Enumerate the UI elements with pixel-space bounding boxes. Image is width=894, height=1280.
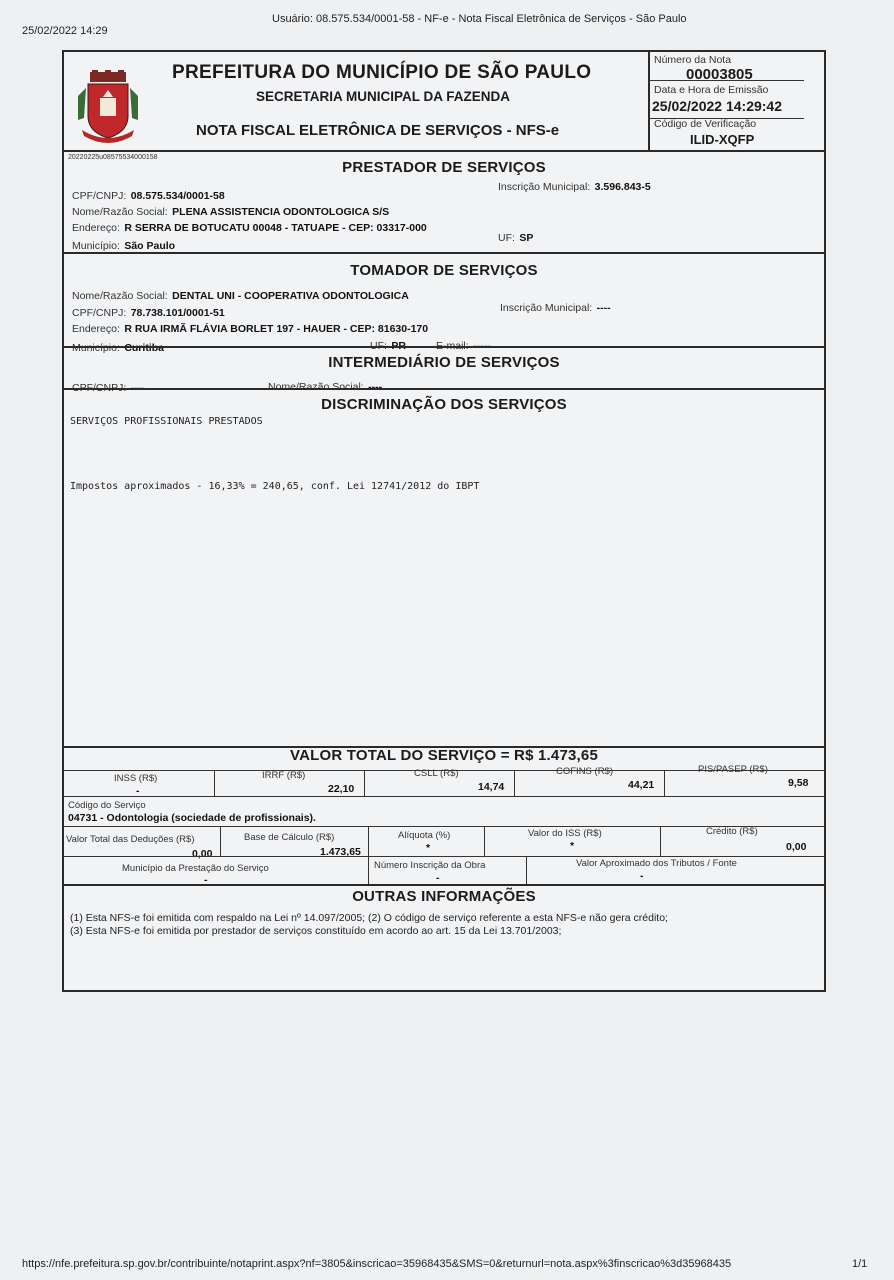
rate-value: * (426, 842, 431, 854)
irrf-value: 22,10 (328, 783, 355, 795)
document-title: NOTA FISCAL ELETRÔNICA DE SERVIÇOS - NFS-e (196, 122, 560, 139)
verification-code-value: ILID-XQFP (690, 132, 755, 147)
note-number-label: Número da Nota (654, 54, 732, 66)
provider-address: Endereço: R SERRA DE BOTUCATU 00048 - TATUAPE - CEP: 03317-000 (72, 222, 427, 234)
inss-label: INSS (R$) (114, 773, 158, 784)
client-name: Nome/Razão Social: DENTAL UNI - COOPERATIVA ODONTOLOGICA (72, 290, 409, 302)
intermediary-section-title: INTERMEDIÁRIO DE SERVIÇOS (328, 354, 560, 371)
services-description-line-2: Impostos aproximados - 16,33% = 240,65, conf. Lei 12741/2012 do IBPT (70, 481, 480, 492)
provider-section-title: PRESTADOR DE SERVIÇOS (342, 159, 546, 176)
client-address: Endereço: R RUA IRMÃ FLÁVIA BORLET 197 - HAUER - CEP: 81630-170 (72, 323, 429, 335)
other-information-line-2: (3) Esta NFS-e foi emitida por prestador de serviços constituído em acordo ao art. 15 da Lei 13.701/2003; (70, 925, 562, 937)
irrf-label: IRRF (R$) (262, 770, 306, 781)
approximate-taxes-label: Valor Aproximado dos Tributos / Fonte (576, 858, 737, 869)
deductions-label: Valor Total das Deduções (R$) (66, 834, 195, 845)
print-datetime: 25/02/2022 14:29 (22, 25, 108, 37)
csll-value: 14,74 (478, 781, 505, 793)
client-municipal-registration: Inscrição Municipal: ---- (500, 302, 611, 314)
print-footer-page: 1/1 (852, 1258, 868, 1270)
approximate-taxes-value: - (640, 870, 644, 882)
provider-municipal-registration: Inscrição Municipal: 3.596.843-5 (498, 181, 651, 193)
other-information-line-1: (1) Esta NFS-e foi emitida com respaldo na Lei nº 14.097/2005; (2) O código de serviço referente a esta NFS-e não gera crédito; (70, 912, 668, 924)
credit-value: 0,00 (786, 841, 807, 853)
provider-city: Município: São Paulo (72, 240, 176, 252)
services-description-title: DISCRIMINAÇÃO DOS SERVIÇOS (321, 396, 567, 413)
pis-pasep-value: 9,58 (788, 777, 809, 789)
credit-label: Crédito (R$) (706, 826, 758, 837)
cofins-value: 44,21 (628, 779, 655, 791)
provider-cnpj: CPF/CNPJ: 08.575.534/0001-58 (72, 190, 225, 202)
service-code-value: 04731 - Odontologia (sociedade de profissionais). (68, 812, 316, 824)
construction-registration-label: Número Inscrição da Obra (374, 860, 486, 871)
print-footer-url: https://nfe.prefeitura.sp.gov.br/contribuinte/notaprint.aspx?nf=3805&inscricao=35968435&SMS=0&returnurl=nota.aspx%3finscricao%3d35968435 (22, 1258, 732, 1270)
print-user-line: Usuário: 08.575.534/0001-58 - NF-e - Nota Fiscal Eletrônica de Serviços - São Paulo (272, 13, 687, 25)
inss-value: - (136, 785, 140, 797)
cofins-label: COFINS (R$) (556, 766, 613, 777)
calculation-base-label: Base de Cálculo (R$) (244, 832, 335, 843)
intermediary-cnpj: CPF/CNPJ: ---- (72, 382, 145, 394)
provider-name: Nome/Razão Social: PLENA ASSISTENCIA ODONTOLOGICA S/S (72, 206, 390, 218)
construction-registration-value: - (436, 872, 440, 884)
note-number-value: 00003805 (686, 66, 753, 83)
client-cnpj: CPF/CNPJ: 78.738.101/0001-51 (72, 307, 225, 319)
barcode-text: 20220225u08575534000158 (68, 154, 158, 161)
client-state: UF: PR (370, 340, 406, 352)
service-city-value: - (204, 874, 208, 886)
client-email: E-mail: ----- (436, 340, 491, 352)
other-information-title: OUTRAS INFORMAÇÕES (352, 888, 536, 905)
intermediary-name: Nome/Razão Social: ---- (268, 381, 383, 393)
total-service-value: VALOR TOTAL DO SERVIÇO = R$ 1.473,65 (290, 747, 598, 764)
services-description-line-1: SERVIÇOS PROFISSIONAIS PRESTADOS (70, 416, 263, 427)
client-city: Município: Curitiba (72, 342, 164, 354)
service-city-label: Município da Prestação do Serviço (122, 863, 269, 874)
provider-state: UF: SP (498, 232, 534, 244)
iss-value-label: Valor do ISS (R$) (528, 828, 602, 839)
client-section-title: TOMADOR DE SERVIÇOS (350, 262, 538, 279)
calculation-base-value: 1.473,65 (320, 846, 361, 858)
issue-datetime-label: Data e Hora de Emissão (654, 84, 769, 96)
nfse-document (62, 50, 826, 992)
secretariat-subtitle: SECRETARIA MUNICIPAL DA FAZENDA (256, 89, 511, 104)
service-code-label: Código do Serviço (68, 800, 146, 811)
coat-of-arms-icon (76, 70, 140, 150)
csll-label: CSLL (R$) (414, 768, 459, 779)
municipality-title: PREFEITURA DO MUNICÍPIO DE SÃO PAULO (172, 62, 592, 83)
rate-label: Alíquota (%) (398, 830, 451, 841)
iss-value: * (570, 840, 575, 852)
issue-datetime-value: 25/02/2022 14:29:42 (652, 98, 782, 114)
pis-pasep-label: PIS/PASEP (R$) (698, 764, 768, 775)
deductions-value: 0,00 (192, 848, 213, 860)
verification-code-label: Código de Verificação (654, 118, 757, 130)
